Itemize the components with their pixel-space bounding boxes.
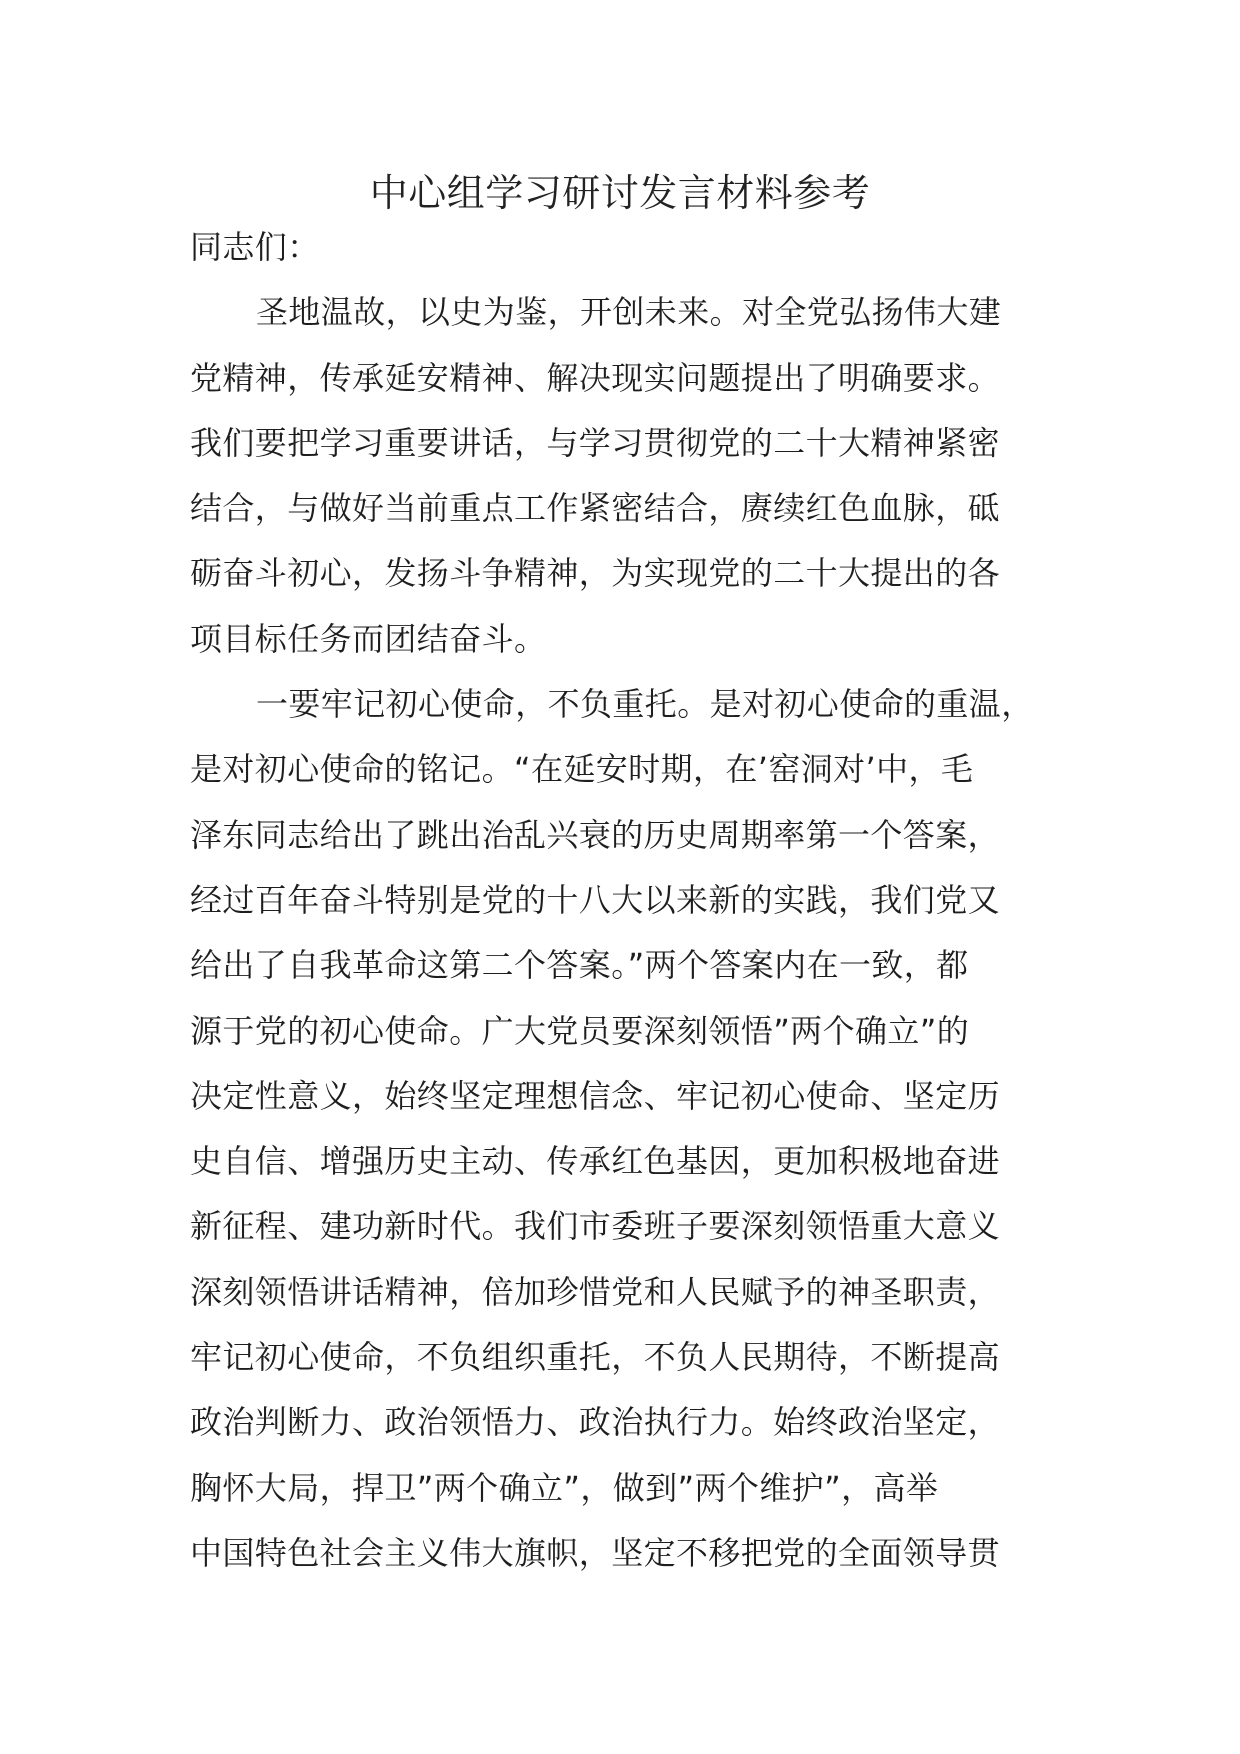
body-line: 项目标任务而团结奋斗。 — [190, 619, 547, 658]
body-line: 牢记初心使命，不负组织重托，不负人民期待，不断提高 — [190, 1338, 1001, 1377]
body-line: 党精神，传承延安精神、解决现实问题提出了明确要求。 — [190, 358, 1001, 397]
body-line: 深刻领悟讲话精神，倍加珍惜党和人民赋予的神圣职责， — [190, 1272, 1001, 1311]
body-line: 经过百年奋斗特别是党的十八大以来新的实践，我们党又 — [190, 880, 1001, 919]
body-line: 新征程、建功新时代。我们市委班子要深刻领悟重大意义 — [190, 1207, 1001, 1246]
body-line: 政治判断力、政治领悟力、政治执行力。始终政治坚定， — [190, 1403, 1001, 1442]
body-line: 砺奋斗初心，发扬斗争精神，为实现党的二十大提出的各 — [190, 554, 1001, 593]
body-line: 同志们： — [190, 228, 320, 266]
body-line: 给出了自我革命这第二个答案。”两个答案内在一致，都 — [190, 946, 969, 985]
body-line: 源于党的初心使命。广大党员要深刻领悟”两个确立”的 — [190, 1011, 970, 1050]
body-line: 决定性意义，始终坚定理想信念、牢记初心使命、坚定历 — [190, 1076, 1001, 1115]
body-line: 胸怀大局，捍卫”两个确立”，做到”两个维护”，高举 — [190, 1468, 939, 1507]
body-line: 我们要把学习重要讲话，与学习贯彻党的二十大精神紧密 — [190, 423, 1001, 462]
body-line: 是对初心使命的铭记。“在延安时期，在’窑洞对’中，毛 — [190, 750, 974, 789]
document-title: 中心组学习研讨发言材料参考 — [369, 171, 871, 215]
document-body — [190, 215, 1060, 1586]
body-line: 圣地温故，以史为鉴，开创未来。对全党弘扬伟大建 — [256, 293, 1002, 332]
body-line: 中国特色社会主义伟大旗帜，坚定不移把党的全面领导贯 — [190, 1533, 1001, 1572]
body-line: 结合，与做好当前重点工作紧密结合，赓续红色血脉，砥 — [190, 489, 1001, 528]
body-line: 泽东同志给出了跳出治乱兴衰的历史周期率第一个答案， — [190, 815, 1001, 854]
body-line: 一要牢记初心使命，不负重托。是对初心使命的重温， — [256, 685, 1034, 724]
body-line: 史自信、增强历史主动、传承红色基因，更加积极地奋进 — [190, 1142, 1001, 1181]
